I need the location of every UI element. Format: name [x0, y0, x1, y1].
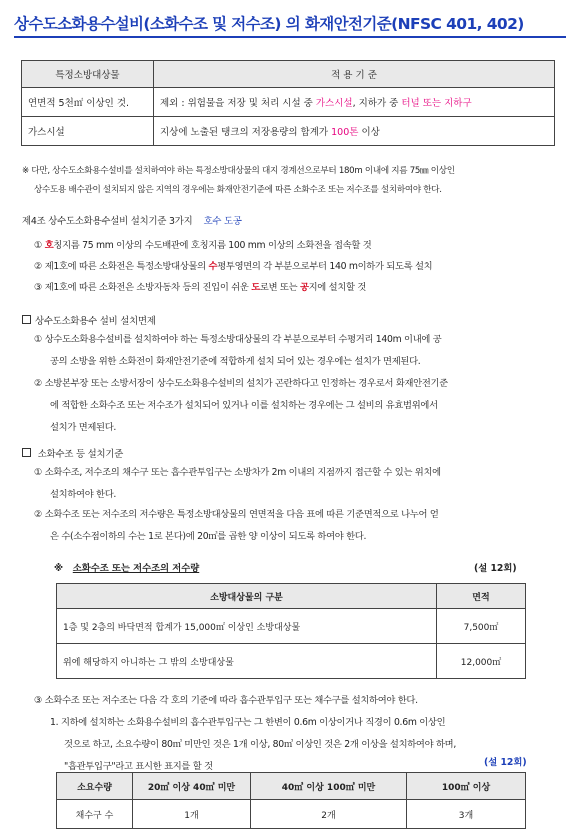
item-text: 지에 설치할 것	[308, 282, 367, 293]
list-item	[34, 258, 432, 272]
header-cell: 특정소방대상물	[22, 61, 154, 88]
tank-item-1	[34, 462, 564, 506]
table-cell: 3개	[407, 800, 526, 829]
object-cell: 가스시설	[22, 117, 154, 146]
heading-text: 상수도소화용수 설비 설치면제	[35, 316, 156, 327]
table-cell: 위에 해당하지 아니하는 그 밖의 소방대상물	[57, 644, 437, 679]
item-text: 소화수조 또는 저수조는 다음 각 호의 기준에 따라 흡수관투입구 또는 채수구를 설치하여야 한다.	[44, 695, 418, 706]
table-row	[22, 88, 555, 117]
target-table-header	[22, 61, 555, 88]
item-text: 에 적합한 소화수조 또는 저수조가 설치되어 있거나 이를 설치하는 경우에는 그 설비의 유효범위에서	[50, 400, 438, 411]
note	[22, 162, 562, 200]
table-header	[57, 584, 526, 609]
header-cell: 적 용 기 준	[154, 61, 555, 88]
highlight-text: 가스시설	[315, 98, 353, 109]
item-text: 은 수(소수점이하의 수는 1로 본다)에 20㎥를 곱한 양 이상이 되도록 하여야 한다.	[50, 531, 367, 542]
highlight-char: 호	[44, 240, 54, 251]
item-number: ①	[34, 334, 43, 345]
item-text: 설치가 면제된다.	[50, 422, 117, 433]
item-text: 소방본부장 또는 소방서장이 상수도소화용수설비의 설치가 곤란하다고 인정하는 경우로서 화재안전기준	[44, 378, 448, 389]
highlight-text: 터널 또는 지하구	[401, 98, 472, 109]
table-cell: 2개	[251, 800, 407, 829]
exemption-item-1	[34, 329, 564, 373]
item-text: 소화수조, 저수조의 채수구 또는 흡수관투입구는 소방차가 2m 이내의 지점까지 접근할 수 있는 위치에	[44, 467, 441, 478]
exam-badge: (설 12회)	[484, 757, 527, 768]
header-cell: 면적	[437, 584, 526, 609]
item-text: 평투영면의 각 부분으로부터 140 m이하가 되도록 설치	[217, 261, 433, 272]
article4-heading	[22, 213, 242, 227]
item-text: 제1호에 따른 소화전은 소방자동차 등의 진입이 쉬운	[44, 282, 252, 293]
caption-mark: ※	[54, 563, 64, 574]
highlight-text: 100톤	[331, 127, 359, 138]
tank-criteria-heading	[22, 446, 123, 460]
item-text: 것으로 하고, 소요수량이 80㎥ 미만인 것은 1개 이상, 80㎥ 이상인 것은 2개 이상을 설치하여야 하며,	[64, 739, 456, 750]
highlight-char: 수	[208, 261, 218, 272]
checkbox-square-icon	[22, 448, 31, 457]
table-cell: 1층 및 2층의 바닥면적 합계가 15,000㎡ 이상인 소방대상물	[57, 609, 437, 644]
item-number: ②	[34, 378, 43, 389]
item-number: ①	[34, 240, 43, 251]
intake-table	[56, 772, 526, 829]
table-cell: 7,500㎡	[437, 609, 526, 644]
checkbox-square-icon	[22, 315, 31, 324]
capacity-caption	[54, 560, 199, 574]
list-item	[34, 279, 366, 293]
item-text: 공의 소방을 위한 소화전이 화재안전기준에 적합하게 설치 되어 있는 경우에는 설치가 면제된다.	[50, 356, 421, 367]
title-underline	[14, 36, 566, 38]
sub-number: 1.	[50, 717, 59, 728]
table-row	[57, 609, 526, 644]
header-cell: 40㎥ 이상 100㎥ 미만	[251, 773, 407, 800]
item-text: 지하에 설치하는 소화용수설비의 흡수관투입구는 그 한변이 0.6m 이상이거나 직경이 0.6m 이상인	[60, 717, 446, 728]
table-cell: 1개	[133, 800, 251, 829]
list-item	[34, 237, 371, 251]
highlight-char: 도	[251, 282, 260, 293]
page-title: 상수도소화용수설비(소화수조 및 저수조) 의 화재안전기준(NFSC 401, 402)	[14, 15, 524, 33]
caption-text: 소화수조 또는 저수조의 저수량	[72, 563, 200, 574]
item-text: "흡관투입구"라고 표시한 표지를 할 것	[64, 761, 213, 772]
capacity-table	[56, 583, 526, 679]
header-cell: 소방대상물의 구분	[57, 584, 437, 609]
exemption-heading	[22, 313, 156, 327]
header-cell: 20㎥ 이상 40㎥ 미만	[133, 773, 251, 800]
highlight-char: 공	[299, 282, 309, 293]
table-cell: 채수구 수	[57, 800, 133, 829]
header-cell: 100㎥ 이상	[407, 773, 526, 800]
note-line: ※ 다만, 상수도소화용수설비를 설치하여야 하는 특정소방대상물의 대지 경계선으로부터 180m 이내에 지름 75㎜ 이상인	[22, 166, 455, 176]
tank-item-2	[34, 504, 564, 548]
criteria-text: 제외 : 위험물을 저장 및 처리 시설 중	[160, 98, 316, 109]
table-header	[57, 773, 526, 800]
criteria-text: 이상	[358, 127, 380, 138]
item-text: 제1호에 따른 소화전은 특정소방대상물의	[44, 261, 209, 272]
note-line: 상수도용 배수관이 설치되지 않은 지역의 경우에는 화재안전기준에 따른 소화수조 또는 저수조를 설치하여야 한다.	[34, 185, 442, 195]
criteria-cell	[154, 88, 555, 117]
item-text: 상수도소화용수설비를 설치하여야 하는 특정소방대상물의 각 부분으로부터 수평거리 140m 이내에 공	[44, 334, 442, 345]
item-number: ③	[34, 695, 43, 706]
criteria-text: 지상에 노출된 탱크의 저장용량의 합계가	[160, 127, 332, 138]
table-row	[22, 117, 555, 146]
item-number: ③	[34, 282, 43, 293]
item-text: 설치하여야 한다.	[50, 489, 117, 500]
object-cell: 연면적 5천㎡ 이상인 것.	[22, 88, 154, 117]
criteria-cell	[154, 117, 555, 146]
table-cell: 12,000㎡	[437, 644, 526, 679]
item-number: ②	[34, 261, 43, 272]
heading-accent: 호수 도공	[203, 216, 242, 227]
item-number: ②	[34, 509, 43, 520]
criteria-text: , 지하가 중	[352, 98, 402, 109]
heading-text: 제4조 상수도소화용수설비 설치기준 3가지	[22, 216, 193, 227]
exemption-item-2	[34, 373, 564, 439]
item-text: 칭지름 75 mm 이상의 수도배관에 호칭지름 100 mm 이상의 소화전을 접속할 것	[53, 240, 372, 251]
item-text: 소화수조 또는 저수조의 저수량은 특정소방대상물의 연면적을 다음 표에 따른 기준면적으로 나누어 얻	[44, 509, 439, 520]
item-number: ①	[34, 467, 43, 478]
exam-badge: (설 12회)	[474, 563, 517, 574]
header-cell: 소요수량	[57, 773, 133, 800]
heading-text: 소화수조 등 설치기준	[37, 449, 124, 460]
table-row	[57, 800, 526, 829]
item-text: 로변 또는	[259, 282, 300, 293]
target-table	[21, 60, 555, 146]
table-row	[57, 644, 526, 679]
